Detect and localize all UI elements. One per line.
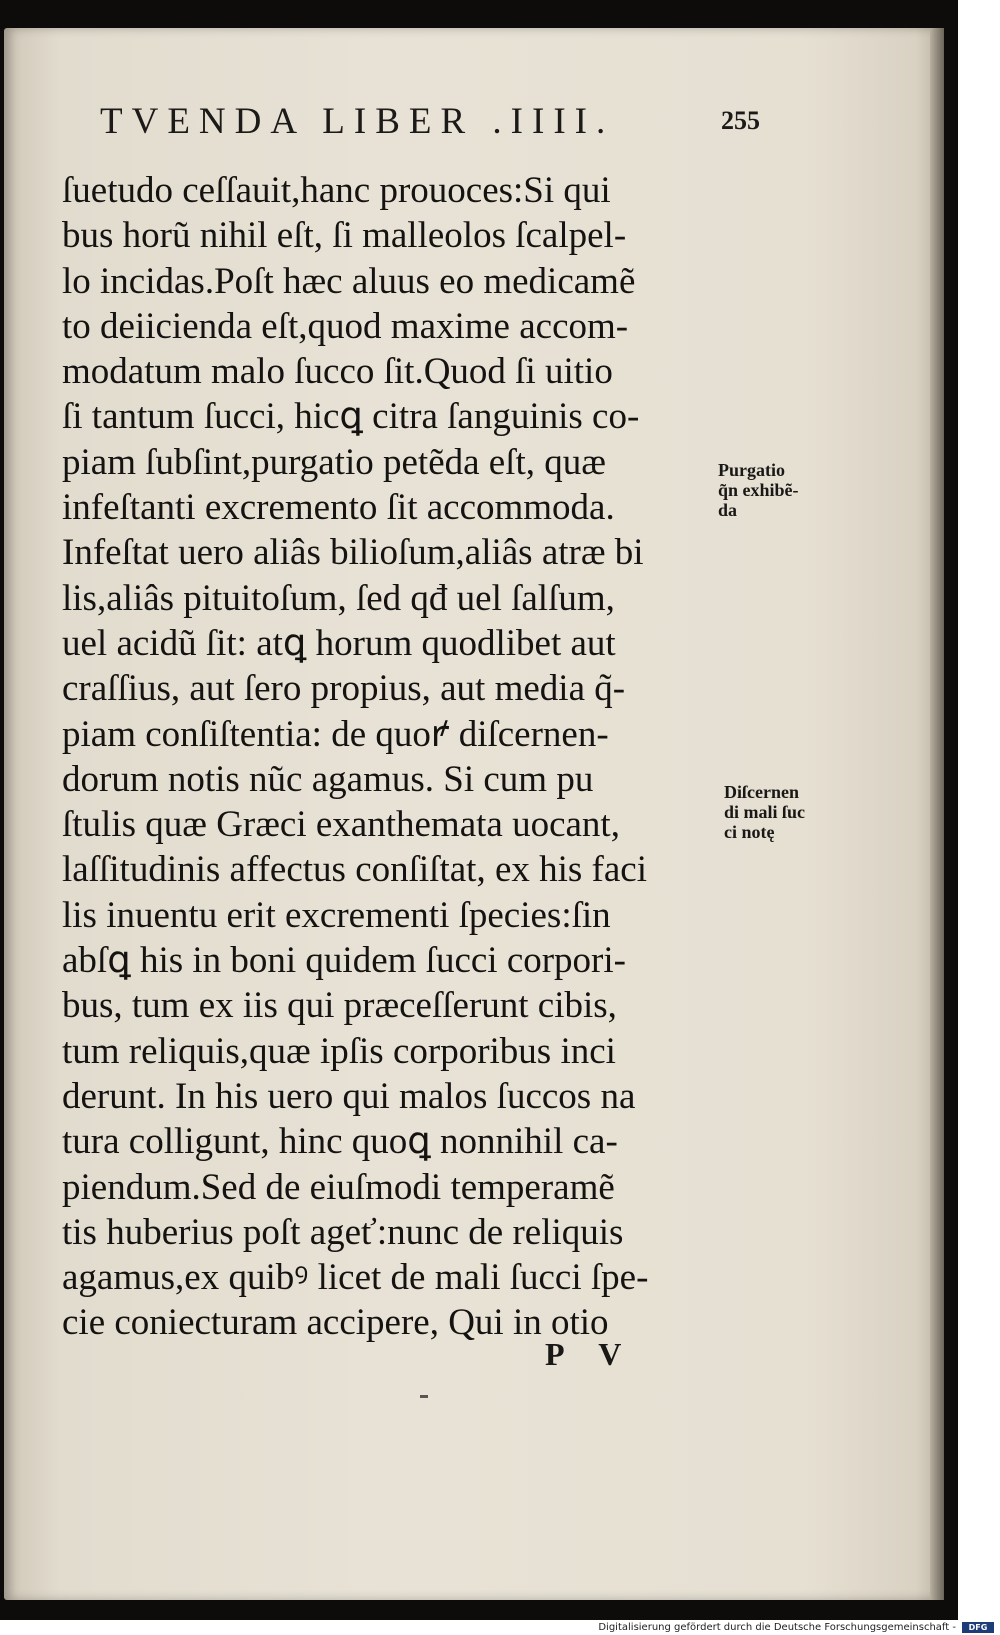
- text-line: Infeſtat uero aliâs bilioſum,aliâs atræ bi: [62, 532, 644, 574]
- text-line: lo incidas.Poſt hæc aluus eo medicamẽ: [62, 260, 636, 302]
- margin-note-line: da: [718, 500, 738, 520]
- text-line: craſſius, aut ſero propius, aut media q̃-: [62, 668, 626, 710]
- text-line: tura colligunt, hinc quoꝗ nonnihil ca-: [62, 1121, 618, 1163]
- text-line: tum reliquis,quæ ipſis corporibus inci: [62, 1030, 616, 1072]
- dfg-logo-icon: DFG: [962, 1622, 994, 1633]
- text-line: abſꝗ his in boni quidem ſucci corpori-: [62, 940, 626, 982]
- text-line: laſſitudinis affectus conſiſtat, ex his faci: [62, 849, 647, 891]
- printer-dash-mark: [420, 1395, 428, 1398]
- digitization-footer: [0, 1620, 1000, 1635]
- text-line: derunt. In his uero qui malos ſuccos na: [62, 1075, 636, 1117]
- page-header: [100, 100, 760, 170]
- text-line: lis,aliâs pituitoſum, ſed qđ uel ſalſum,: [62, 577, 615, 619]
- text-line: to deiicienda eſt,quod maxime accom-: [62, 305, 629, 347]
- text-line: ſi tantum ſucci, hicꝗ citra ſanguinis co-: [62, 396, 640, 438]
- text-line: cie coniecturam accipere, Qui in otio: [62, 1302, 609, 1344]
- margin-note-discernendi: [724, 782, 805, 842]
- margin-note-line: di mali ſuc: [724, 802, 806, 822]
- text-line: piam conſiſtentia: de quoꝵ diſcernen-: [62, 713, 609, 755]
- margin-note-line: ci notę: [724, 822, 775, 842]
- text-line: agamus,ex quibꝰ licet de mali ſucci ſpe-: [62, 1257, 649, 1299]
- text-line: piam ſubſint,purgatio petẽda eſt, quæ: [62, 441, 606, 483]
- margin-note-line: Purgatio: [718, 460, 785, 480]
- text-line: tis huberius poſt ageť:nunc de reliquis: [62, 1211, 624, 1253]
- page-number: 255: [721, 106, 760, 135]
- text-line: bus, tum ex iis qui præceſſerunt cibis,: [62, 985, 617, 1027]
- text-line: piendum.Sed de eiuſmodi temperamẽ: [62, 1166, 615, 1208]
- signature-mark: P V: [545, 1336, 636, 1372]
- margin-note-line: Diſcernen: [724, 782, 799, 802]
- text-line: modatum malo ſucco ſit.Quod ſi uitio: [62, 351, 613, 393]
- text-line: uel acidũ ſit: atꝗ horum quodlibet aut: [62, 622, 616, 664]
- page-edge: [930, 28, 944, 1600]
- body-text: [62, 168, 722, 1346]
- text-line: lis inuentu erit excrementi ſpecies:ſin: [62, 894, 611, 936]
- funding-credit: Digitalisierung gefördert durch die Deutsche Forschungsgemeinschaft -: [598, 1622, 956, 1633]
- margin-note-purgatio: [718, 460, 799, 520]
- text-line: ſuetudo ceſſauit,hanc prouoces:Si qui: [62, 170, 611, 211]
- text-line: ſtulis quæ Græci exanthemata uocant,: [62, 804, 620, 846]
- running-title: TVENDA LIBER .IIII.: [100, 101, 615, 142]
- text-line: bus horũ nihil eſt, ſi malleolos ſcalpel-: [62, 215, 627, 257]
- margin-note-line: q̃n exhibẽ-: [718, 480, 799, 500]
- text-line: infeſtanti excremento ſit accommoda.: [62, 487, 615, 529]
- text-line: dorum notis nũc agamus. Si cum pu: [62, 758, 594, 800]
